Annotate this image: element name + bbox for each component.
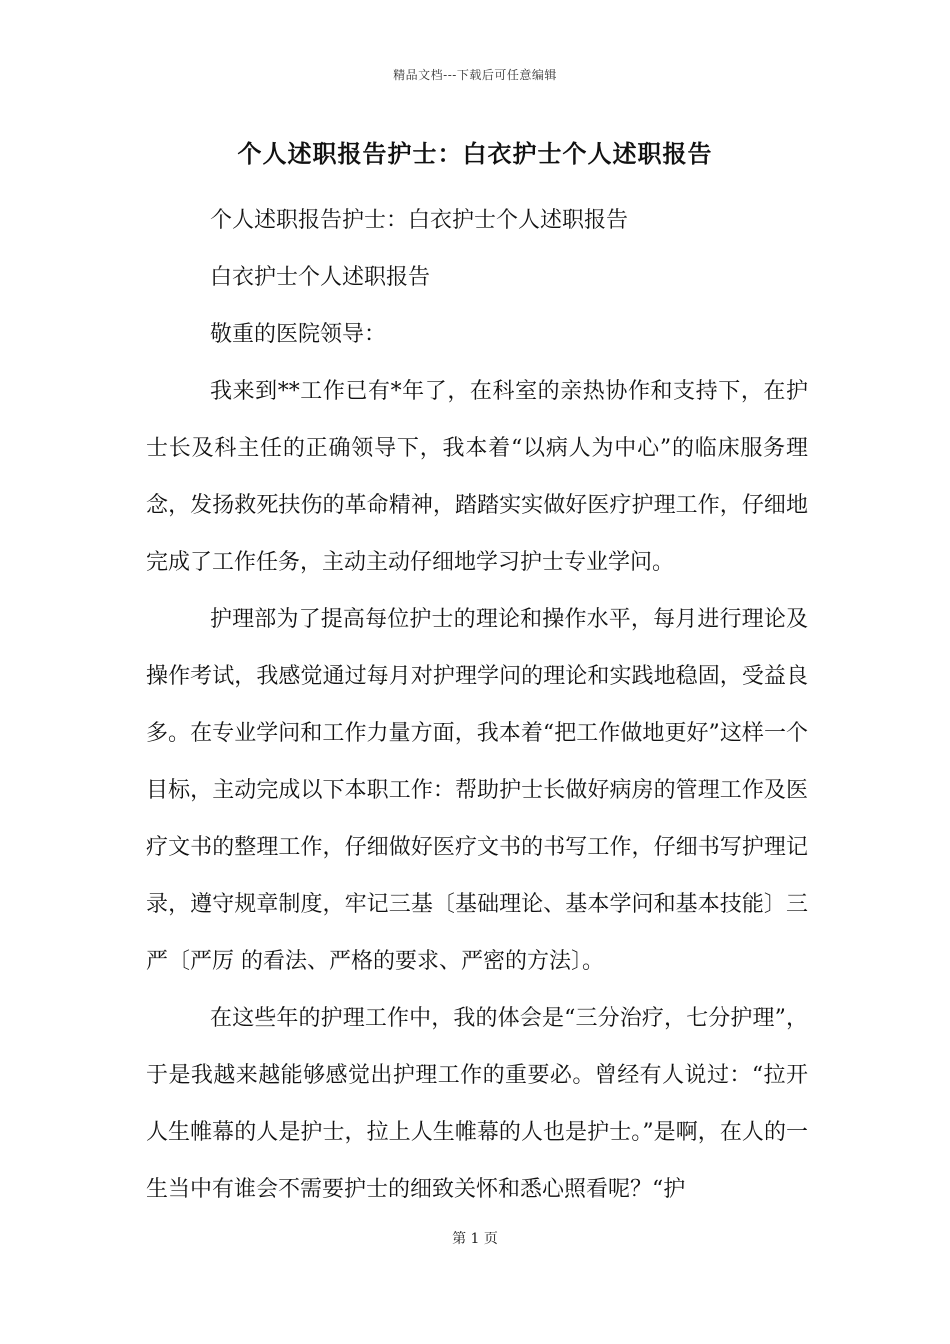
page-number: 第 1 页 <box>452 1231 498 1247</box>
page-header: 精品文档---下载后可任意编辑 <box>393 68 557 82</box>
paragraph: 在这些年的护理工作中，我的体会是“三分治疗，七分护理”，于是我越来越能够感觉出护理工作的重要必。曾经有人说过：“拉开人生帷幕的人是护士，拉上人生帷幕的人也是护士。”是啊，在人的一生当中有谁会不需要护士的细致关怀和悉心照看呢？“护 <box>146 1006 808 1202</box>
salutation: 敬重的医院领导： <box>210 322 387 347</box>
paragraph: 个人述职报告护士：白衣护士个人述职报告 <box>210 208 629 233</box>
document-body <box>146 192 808 1218</box>
paragraph: 白衣护士个人述职报告 <box>210 265 431 290</box>
paragraph: 我来到**工作已有*年了，在科室的亲热协作和支持下，在护士长及科主任的正确领导下，我本着“以病人为中心”的临床服务理念，发扬救死扶伤的革命精神，踏踏实实做好医疗护理工作，仔细地完成了工作任务，主动主动仔细地学习护士专业学问。 <box>146 379 808 575</box>
paragraph: 护理部为了提高每位护士的理论和操作水平，每月进行理论及操作考试，我感觉通过每月对护理学问的理论和实践地稳固，受益良多。在专业学问和工作力量方面，我本着“把工作做地更好”这样一个目标，主动完成以下本职工作：帮助护士长做好病房的管理工作及医疗文书的整理工作，仔细做好医疗文书的书写工作，仔细书写护理记录，遵守规章制度，牢记三基〔基础理论、基本学问和基本技能〕三严〔严厉 的看法、严格的要求、严密的方法〕。 <box>146 607 808 974</box>
document-title: 个人述职报告护士：白衣护士个人述职报告 <box>237 139 713 168</box>
